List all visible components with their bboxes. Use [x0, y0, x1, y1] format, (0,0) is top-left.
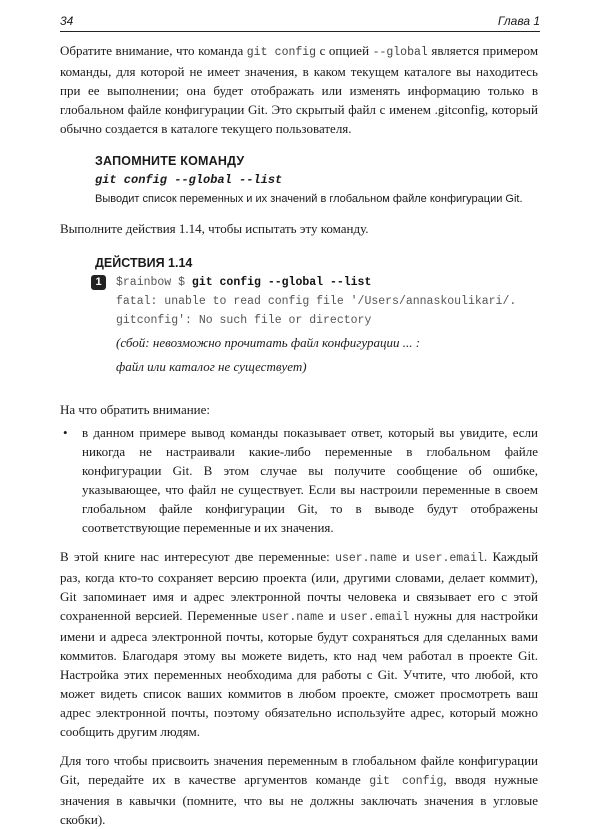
page-number: 34	[60, 14, 74, 28]
inline-code: user.email	[340, 611, 410, 624]
inline-code: user.email	[414, 552, 484, 565]
paragraph-text: . Каждый раз, когда кто-то сохраняет версию проекта (или, другими словами, делает коммит), Git запоминает имя и адрес электронной почты человека и связывает его с этой сохраненной версией. Переменные	[60, 549, 539, 623]
paragraph-text: В этой книге нас интересуют две переменные:	[60, 549, 330, 564]
intro-text-2: с опцией	[319, 43, 370, 58]
output-line: fatal: unable to read config file '/Users/annaskoulikari/.	[116, 295, 517, 308]
remember-command-box	[95, 152, 538, 209]
variables-paragraph	[60, 547, 538, 741]
translation-line: (сбой: невозможно прочитать файл конфигурации ... :	[116, 335, 421, 350]
paragraph-text: и	[328, 608, 336, 623]
intro-text-3: является примером команды, для которой не имеет значения, в каком текущем каталоге вы находитесь при ее выполнении; она будет отображать или изменять информацию только в глобальном файле конфигурации Git. Это скрытый файл с именем .gitconfig, который обычно создается в каталоге текущего пользователя.	[60, 43, 539, 136]
note-title: ЗАПОМНИТЕ КОМАНДУ	[95, 154, 245, 168]
chapter-title: Глава 1	[497, 14, 540, 28]
page-header	[60, 8, 540, 32]
page-content	[60, 41, 538, 829]
step-number-badge: 1	[91, 275, 106, 290]
shell-command: git config --global --list	[191, 276, 372, 289]
inline-code: git config	[246, 46, 317, 59]
inline-code: git config	[369, 775, 444, 788]
actions-title: ДЕЙСТВИЯ 1.14	[95, 256, 193, 270]
intro-paragraph	[60, 41, 538, 138]
command-output	[116, 292, 538, 378]
translation-line: файл или каталог не существует)	[116, 359, 307, 374]
command-line	[116, 273, 371, 292]
paragraph-text: , вводя нужные значения в кавычки (помните, что вы не должны заключать значения в угловые скобки).	[60, 772, 539, 827]
actions-box	[95, 254, 538, 378]
note-description: Выводит список переменных и их значений в глобальном файле конфигурации Git.	[95, 193, 523, 205]
shell-prompt: $rainbow $	[116, 276, 192, 289]
output-line: gitconfig': No such file or directory	[116, 314, 372, 327]
paragraph-text: и	[402, 549, 410, 564]
inline-code: user.name	[335, 552, 398, 565]
attention-heading: На что обратить внимание:	[60, 402, 211, 417]
paragraph-text: нужны для настройки имени и адреса электронной почты, которые будут сохраняться для сделанных вами коммитов. Благодаря этому вы можете видеть, кто над чем работал в проекте Git. Настройка этих переменных необходима для работы с Git. Учтите, что любой, кто может видеть список ваших коммитов в любом проекте, сможет просмотреть ваш адрес электронной почты, поэтому обязательно используйте адрес, который можно сообщить другим людям.	[60, 608, 539, 739]
inline-code: --global	[372, 46, 428, 59]
assign-paragraph	[60, 751, 538, 829]
inline-code: user.name	[261, 611, 324, 624]
note-command: git config --global --list	[95, 173, 283, 187]
list-item: • в данном примере вывод команды показывает ответ, который вы увидите, если никогда не настраивали какие-либо переменные в глобальном файле конфигурации Git. В этом случае вы получите сообщение об ошибке, указывающее, что файл не существует. Если вы настроили переменные в своем глобальном файле конфигурации Git, то в выводе будут отображены соответствующие переменные и их значения.	[60, 423, 538, 537]
paragraph-text: Для того чтобы присвоить значения переменным в глобальном файле конфигурации Git, передайте их в качестве аргументов команде	[60, 753, 538, 787]
attention-list	[60, 423, 538, 537]
step-row	[91, 273, 538, 292]
intro-text-1: Обратите внимание, что команда	[60, 43, 244, 58]
try-paragraph: Выполните действия 1.14, чтобы испытать эту команду.	[60, 221, 369, 236]
